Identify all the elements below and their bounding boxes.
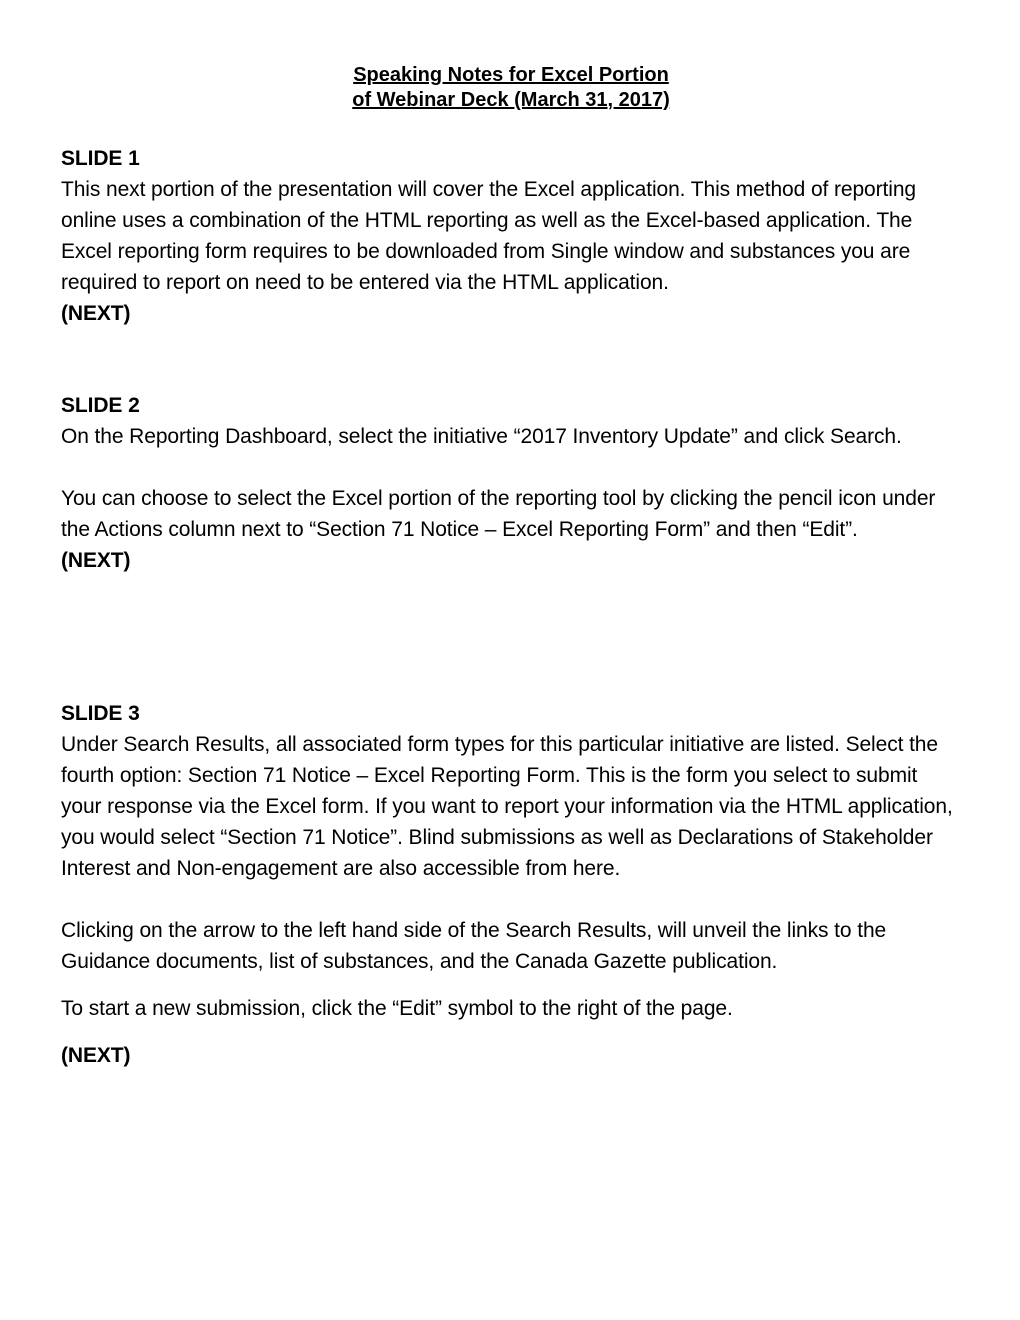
slide-2-next-label: (NEXT) [61, 549, 131, 572]
blank-line [61, 884, 961, 915]
slide-3-next-label: (NEXT) [61, 1044, 131, 1067]
title-line-2: of Webinar Deck (March 31, 2017) [352, 89, 670, 111]
slide-3-paragraph-2: Clicking on the arrow to the left hand side of the Search Results, will unveil the links to the Guidance documents, list of substances, and the Canada Gazette publication. [61, 919, 887, 973]
title-line-1: Speaking Notes for Excel Portion [353, 64, 669, 86]
blank-line [61, 452, 961, 483]
slide-2-paragraph-1: On the Reporting Dashboard, select the initiative “2017 Inventory Update” and click Search. [61, 425, 902, 448]
slide-1-heading: SLIDE 1 [61, 147, 140, 170]
slide-3-paragraph-1: Under Search Results, all associated form types for this particular initiative are listed. Select the fourth option: Section 71 Notice – Excel Reporting Form. This is the form you select to submit your response via the Excel form. If you want to report your information via the HTML application, you would select “Section 71 Notice”. Blind submissions as well as Declarations of Stakeholder Interest and Non-engagement are also accessible from here. [61, 733, 953, 880]
document-title [61, 63, 961, 113]
slide-1-section [61, 143, 961, 329]
slide-3-section [61, 698, 961, 1071]
slide-1-next-label: (NEXT) [61, 302, 131, 325]
slide-2-heading: SLIDE 2 [61, 394, 140, 417]
slide-1-paragraph-1: This next portion of the presentation will cover the Excel application. This method of reporting online uses a combination of the HTML reporting as well as the Excel-based application. The Excel reporting form requires to be downloaded from Single window and substances you are required to report on need to be entered via the HTML application. [61, 178, 916, 294]
slide-2-section [61, 390, 961, 576]
slide-3-heading: SLIDE 3 [61, 702, 140, 725]
slide-3-paragraph-3: To start a new submission, click the “Edit” symbol to the right of the page. [61, 997, 733, 1020]
slide-2-paragraph-2: You can choose to select the Excel portion of the reporting tool by clicking the pencil icon under the Actions column next to “Section 71 Notice – Excel Reporting Form” and then “Edit”. [61, 487, 936, 541]
